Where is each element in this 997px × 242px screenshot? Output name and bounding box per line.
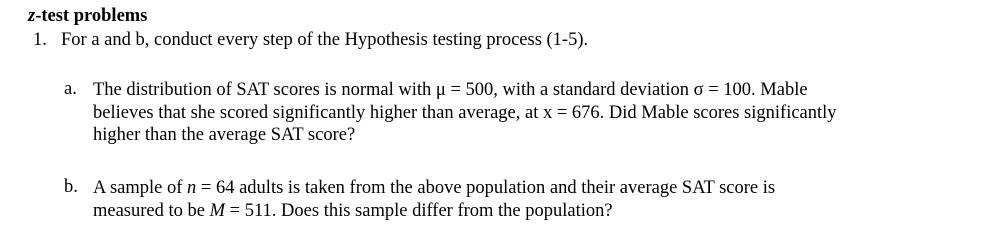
part-b-l1-pre: A sample of	[93, 178, 188, 198]
part-b	[64, 177, 974, 222]
part-b-text	[93, 177, 974, 222]
title-z-letter: z	[28, 6, 36, 26]
part-b-line-1	[93, 177, 974, 200]
question-1	[33, 30, 588, 51]
part-b-l2-post: = 511. Does this sample differ from the population?	[225, 200, 613, 221]
sample-size-variable: n	[187, 178, 197, 198]
part-a-line-1: The distribution of SAT scores is normal with μ = 500, with a standard deviation σ = 100. Mable	[93, 80, 808, 100]
question-1-text: For a and b, conduct every step of the Hypothesis testing process (1-5).	[61, 30, 589, 50]
part-a-line-3: higher than the average SAT score?	[93, 125, 356, 145]
sample-mean-variable: M	[209, 200, 226, 221]
part-b-line-2	[93, 200, 974, 223]
part-b-marker: b.	[64, 177, 78, 197]
part-b-l1-post: = 64 adults is taken from the above population and their average SAT score is	[196, 178, 776, 198]
part-a-text	[93, 79, 974, 147]
question-1-number: 1.	[33, 30, 47, 50]
part-a-marker: a.	[64, 79, 77, 99]
section-title	[28, 6, 147, 27]
part-a	[64, 79, 974, 147]
title-text: -test problems	[35, 6, 148, 26]
part-a-line-2: believes that she scored significantly higher than average, at x = 676. Did Mable scores significantly	[93, 102, 837, 123]
part-b-l2-pre: measured to be	[93, 200, 210, 221]
